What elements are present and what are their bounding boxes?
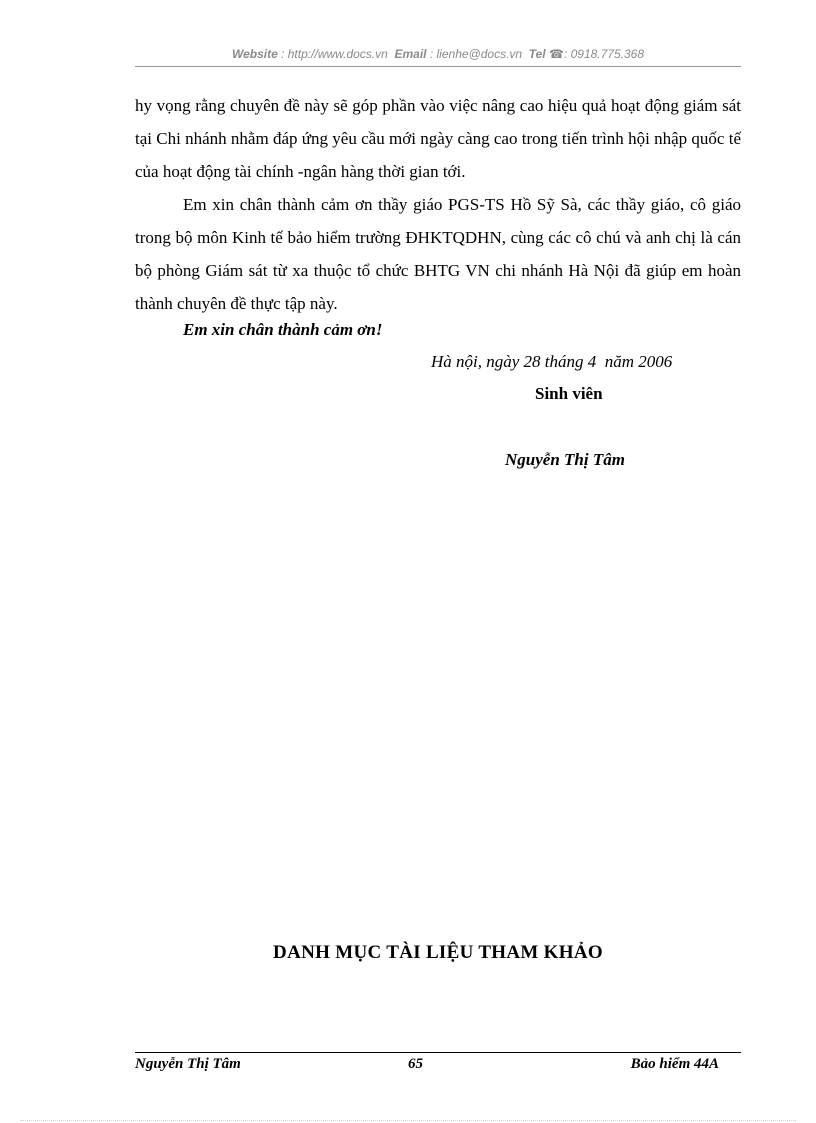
- signature-date: Hà nội, ngày 28 tháng 4 năm 2006: [431, 352, 673, 371]
- page-header: [135, 47, 741, 61]
- header-divider: [135, 66, 741, 67]
- signature-role: Sinh viên: [535, 384, 603, 403]
- email-label: Email: [394, 47, 427, 61]
- footer-author: Nguyễn Thị Tâm: [135, 1056, 241, 1072]
- email-value: : lienhe@docs.vn: [429, 47, 523, 61]
- footer-page-number: 65: [408, 1056, 423, 1072]
- tel-value: ☎: 0918.775.368: [549, 47, 645, 61]
- signature-name: Nguyễn Thị Tâm: [505, 450, 625, 469]
- references-title: DANH MỤC TÀI LIỆU THAM KHẢO: [273, 942, 603, 963]
- website-value: : http://www.docs.vn: [281, 47, 388, 61]
- footer-class: Bảo hiểm 44A: [630, 1056, 719, 1072]
- website-label: Website: [231, 47, 278, 61]
- tel-label: Tel: [528, 47, 546, 61]
- page-edge-divider: [20, 1120, 796, 1121]
- footer-divider: [135, 1052, 741, 1053]
- body-paragraph-1: hy vọng rằng chuyên đề này sẽ góp phần vào việc nâng cao hiệu quả hoạt động giám sát tại Chi nhánh nhằm đáp ứng yêu cầu mới ngày càng cao trong tiến trình hội nhập quốc tế của hoạt động tài chính -ngân hàng thời gian tới.: [135, 96, 741, 181]
- body-paragraph-2: Em xin chân thành cảm ơn thầy giáo PGS-TS Hồ Sỹ Sà, các thầy giáo, cô giáo trong bộ môn Kinh tế bảo hiểm trường ĐHKTQDHN, cùng các cô chú và anh chị là cán bộ phòng Giám sát từ xa thuộc tổ chức BHTG VN chi nhánh Hà Nội đã giúp em hoàn thành chuyên đề thực tập này.: [135, 195, 741, 313]
- thanks-line: Em xin chân thành cảm ơn!: [183, 320, 383, 339]
